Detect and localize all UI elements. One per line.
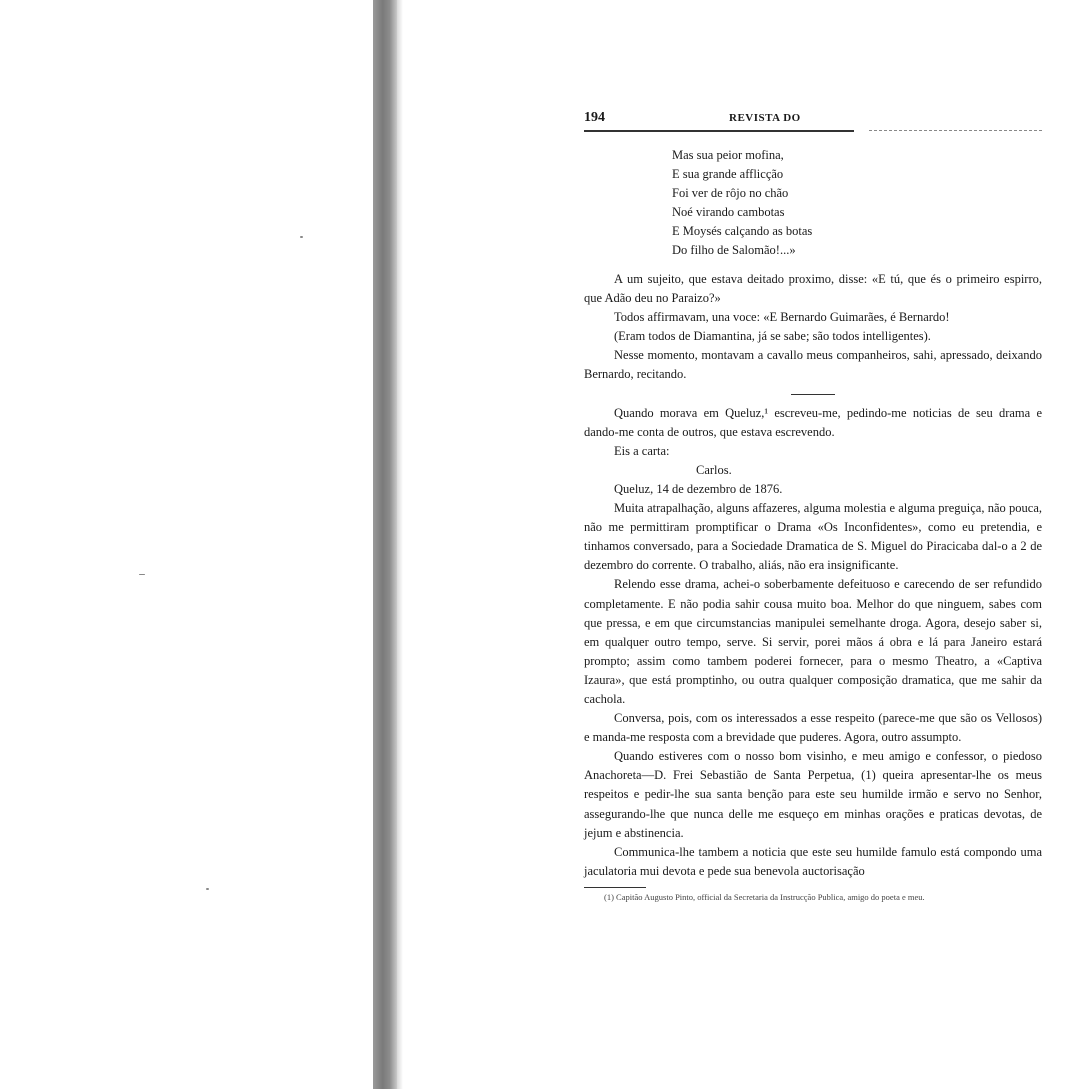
scan-speck bbox=[206, 888, 209, 890]
paragraph: Nesse momento, montavam a cavallo meus companheiros, sahi, apressado, deixando Bernardo, recitando. bbox=[584, 348, 1042, 382]
verse-line: Mas sua peior mofina, bbox=[672, 148, 784, 162]
footnote-rule bbox=[584, 887, 646, 888]
letter-paragraph: Quando estiveres com o nosso bom visinho, e meu amigo e confessor, o piedoso Anachoreta—D. Frei Sebastião de Santa Perpetua, (1) queira apresentar-lhe os meus respeitos e pedir-lhe sua santa benção para este seu humilde irmão e servo no Senhor, assegurando-lhe que nunca delle me esqueço em minhas orações e praticas devotas, de jejum e abstinencia. bbox=[584, 749, 1042, 840]
book-page bbox=[584, 110, 1042, 903]
paragraph: A um sujeito, que estava deitado proximo, disse: «E tú, que és o primeiro espirro, que Adão deu no Paraizo?» bbox=[584, 272, 1042, 306]
running-header bbox=[584, 110, 1042, 128]
footnote: (1) Capitão Augusto Pinto, official da Secretaria da Instrucção Publica, amigo do poeta e meu. bbox=[604, 891, 925, 902]
verse-line: E Moysés calçando as botas bbox=[672, 224, 813, 238]
section-one bbox=[584, 270, 1042, 385]
verse-block bbox=[672, 146, 1042, 260]
running-title: REVISTA DO bbox=[729, 112, 801, 124]
verse-line: Foi ver de rôjo no chão bbox=[672, 186, 789, 200]
section-two bbox=[584, 404, 1042, 881]
page-number: 194 bbox=[584, 110, 605, 125]
scan-speck bbox=[300, 236, 303, 238]
verse-line: Noé virando cambotas bbox=[672, 205, 785, 219]
section-divider bbox=[791, 394, 835, 395]
verse-line: Do filho de Salomão!...» bbox=[672, 243, 796, 257]
book-gutter bbox=[373, 0, 397, 1089]
letter-lead: Eis a carta: bbox=[614, 443, 670, 458]
gutter-shadow bbox=[397, 0, 403, 1089]
header-rule bbox=[584, 130, 854, 132]
header-rule-faint bbox=[869, 130, 1042, 132]
letter-dateline: Queluz, 14 de dezembro de 1876. bbox=[614, 481, 783, 496]
letter-paragraph: Communica-lhe tambem a noticia que este seu humilde famulo está compondo uma jaculatoria mui devota e pede sua benevola auctorisação bbox=[584, 844, 1042, 878]
letter-salutation: Carlos. bbox=[696, 462, 732, 477]
intro-paragraph: Quando morava em Queluz,¹ escreveu-me, pedindo-me noticias de seu drama e dando-me conta de outros, que estava escrevendo. bbox=[584, 405, 1042, 439]
letter-paragraph: Conversa, pois, com os interessados a esse respeito (parece-me que são os Vellosos) e manda-me resposta com a brevidade que puderes. Agora, outro assumpto. bbox=[584, 711, 1042, 745]
letter-paragraph: Muita atrapalhação, alguns affazeres, alguma molestia e alguma preguiça, não pouca, não me permittiram promptificar o Drama «Os Inconfidentes», como eu pretendia, e tinhamos conversado, para a Sociedade Dramatica de S. Miguel do Piracicaba dal-o a 2 de dezembro do corrente. O trabalho, aliás, não era insignificante. bbox=[584, 501, 1042, 573]
paragraph: Todos affirmavam, una voce: «E Bernardo Guimarães, é Bernardo! bbox=[614, 310, 950, 325]
letter-paragraph: Relendo esse drama, achei-o soberbamente defeituoso e carecendo de ser refundido completamente. E não podia sahir cousa muito boa. Melhor do que ninguem, sabes com que pressa, e em que circumstancias manipulei semelhante droga. Agora, desejo saber si, em qualquer outro tempo, serve. Si servir, porei mãos á obra e lá para Janeiro estará prompto; assim como tambem poderei fornecer, para o mesmo Theatro, a «Captiva Izaura», que está promptinho, ou outra qualquer composição dramatica, que me sahir da cachola. bbox=[584, 577, 1042, 706]
scan-speck bbox=[139, 574, 145, 575]
verse-line: E sua grande afflicção bbox=[672, 167, 784, 181]
paragraph: (Eram todos de Diamantina, já se sabe; são todos intelligentes). bbox=[614, 329, 931, 344]
